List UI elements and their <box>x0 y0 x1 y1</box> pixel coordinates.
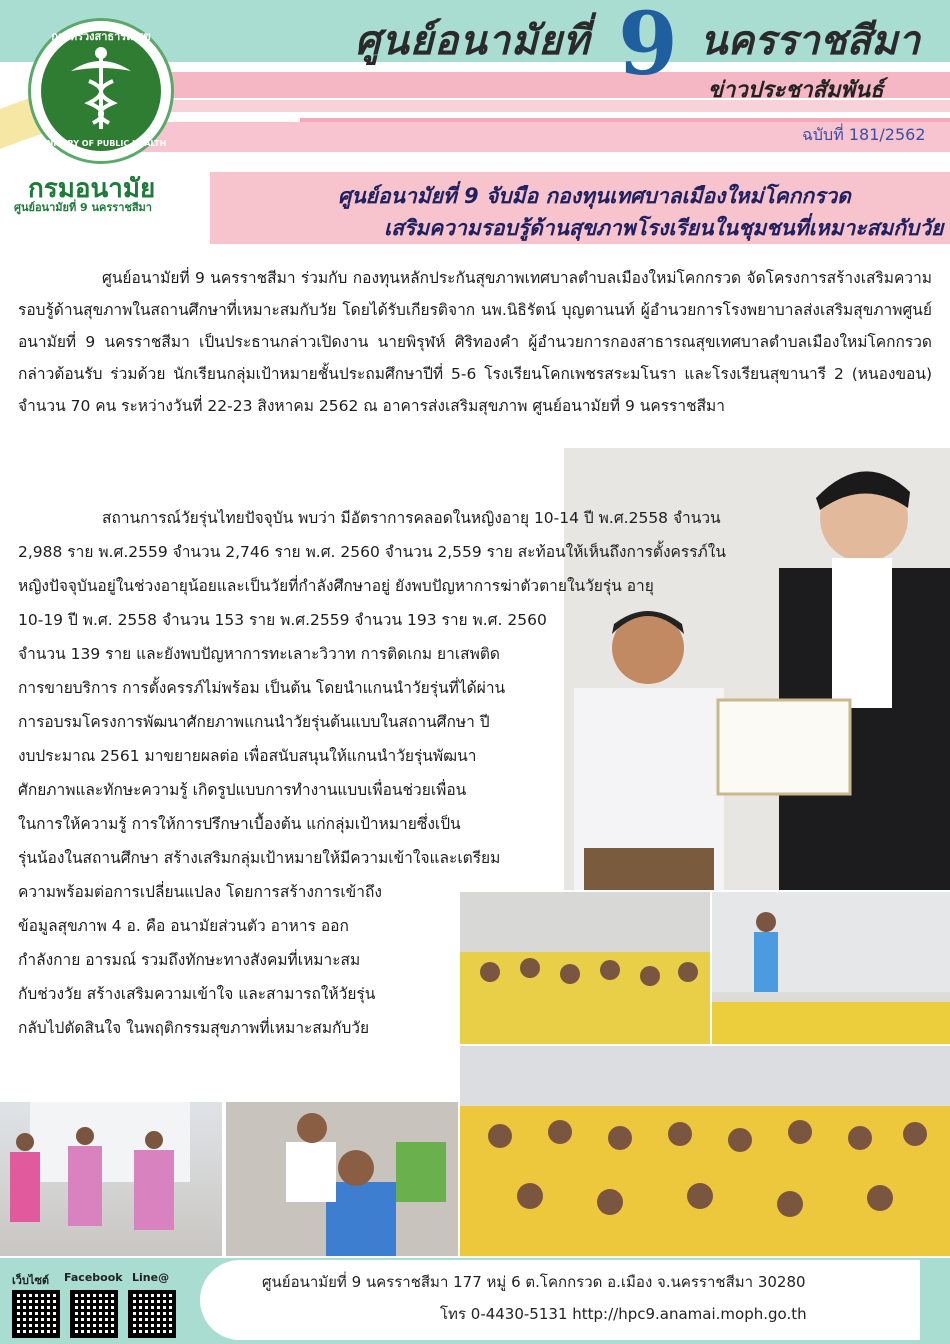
ministry-logo <box>28 18 174 164</box>
department-name: กรมอนามัย <box>28 174 156 204</box>
department-sub: ศูนย์อนามัยที่ 9 นครราชสีมา <box>14 201 152 214</box>
presenters-photo <box>0 1102 222 1256</box>
headline-line-1: ศูนย์อนามัยที่ 9 จับมือ กองทุนเทศบาลเมืองใหม่โคกกรวด <box>338 184 851 208</box>
speaker-photo <box>712 892 950 1044</box>
paragraph-2-line: กำลังกาย อารมณ์ รวมถึงทักษะทางสังคมที่เหมาะสม <box>18 951 361 969</box>
students-photo-1 <box>460 892 710 1044</box>
caduceus-icon <box>41 31 161 151</box>
qr-facebook-label: Facebook <box>64 1271 123 1284</box>
paragraph-2-line: การอบรมโครงการพัฒนาศักยภาพแกนนำวัยรุ่นต้นแบบในสถานศึกษา ปี <box>18 713 490 731</box>
paragraph-2-line: กลับไปตัดสินใจ ในพฤติกรรมสุขภาพที่เหมาะสมกับวัย <box>18 1019 370 1037</box>
paragraph-2-line: การขายบริการ การตั้งครรภ์ไม่พร้อม เป็นต้น โดยนำแกนนำวัยรุ่นที่ได้ผ่าน <box>18 679 506 697</box>
paragraph-2-line: 10-19 ปี พ.ศ. 2558 จำนวน 153 ราย พ.ศ.2559 จำนวน 193 ราย พ.ศ. 2560 <box>18 611 547 629</box>
paragraph-2-line: ศักยภาพและทักษะความรู้ เกิดรูปแบบการทำงานแบบเพื่อนช่วยเพื่อน <box>18 781 467 799</box>
paragraph-1: ศูนย์อนามัยที่ 9 นครราชสีมา ร่วมกับ กองทุนหลักประกันสุขภาพเทศบาลตำบลเมืองใหม่โคกกรวด จัดโครงการสร้างเสริมความรอบรู้ด้านสุขภาพในสถานศึกษาที่เหมาะสมกับวัย โดยได้รับเกียรติจาก นพ.นิธิรัตน์ บุญตานนท์ ผู้อำนวยการโรงพยาบาลส่งเสริมสุขภาพศูนย์อนามัยที่ 9 นครราชสีมา เป็นประธานกล่าวเปิดงาน นายพิรุฬห์ ศิริทองคำ ผู้อำนวยการกองสาธารณสุขเทศบาลตำบลเมืองใหม่โคกกรวด กล่าวต้อนรับ ร่วมด้วย นักเรียนกลุ่มเป้าหมายชั้นประถมศึกษาปีที่ 5-6 โรงเรียนโคกเพชรสระมโนรา และโรงเรียนสุขานารี 2 (หนองขอน) จำนวน 70 คน ระหว่างวันที่ 22-23 สิงหาคม 2562 ณ อาคารส่งเสริมสุขภาพ ศูนย์อนามัยที่ 9 นครราชสีมา <box>18 269 932 415</box>
footer-contact: โทร 0-4430-5131 http://hpc9.anamai.moph.go.th <box>440 1305 807 1323</box>
photo-illustration <box>226 1102 458 1256</box>
issue-number: ฉบับที่ 181/2562 <box>802 125 926 144</box>
press-release-label: ข่าวประชาสัมพันธ์ <box>708 78 884 103</box>
headline-line-2: เสริมความรอบรู้ด้านสุขภาพโรงเรียนในชุมชนที่เหมาะสมกับวัย <box>384 216 944 240</box>
qr-website-label: เว็บไซต์ <box>12 1274 50 1287</box>
qr-code-website[interactable] <box>12 1290 60 1338</box>
paragraph-2-line: งบประมาณ 2561 มาขยายผลต่อ เพื่อสนับสนุนให้แกนนำวัยรุ่นพัฒนา <box>18 747 477 765</box>
page-title-city: นครราชสีมา <box>700 18 920 64</box>
paragraph-2-line: ในการให้ความรู้ การให้การปรึกษาเบื้องต้น แก่กลุ่มเป้าหมายซึ่งเป็น <box>18 815 461 833</box>
logo-text-english: MINISTRY OF PUBLIC HEALTH <box>35 139 167 148</box>
photo-illustration <box>0 1102 222 1256</box>
qr-code-line[interactable] <box>128 1290 176 1338</box>
paragraph-2-line: จำนวน 139 ราย และยังพบปัญหาการทะเลาะวิวาท การติดเกม ยาเสพติด <box>18 645 500 663</box>
qr-code-facebook[interactable] <box>70 1290 118 1338</box>
photo-illustration <box>460 892 710 1044</box>
students-listening-photo <box>226 1102 458 1256</box>
footer-address: ศูนย์อนามัยที่ 9 นครราชสีมา 177 หมู่ 6 ต.โคกกรวด อ.เมือง จ.นครราชสีมา 30280 <box>262 1273 806 1291</box>
photo-illustration <box>712 892 950 1044</box>
paragraph-2-line: ข้อมูลสุขภาพ 4 อ. คือ อนามัยส่วนตัว อาหาร ออก <box>18 917 349 935</box>
paragraph-2-line: หญิงปัจจุบันอยู่ในช่วงอายุน้อยและเป็นวัยที่กำลังศึกษาอยู่ ยังพบปัญหาการฆ่าตัวตายในวัยรุ่น อายุ <box>18 577 654 595</box>
paragraph-2-line: 2,988 ราย พ.ศ.2559 จำนวน 2,746 ราย พ.ศ. 2560 จำนวน 2,559 ราย สะท้อนให้เห็นถึงการตั้งครรภ์ใน <box>18 543 726 561</box>
paragraph-2-line: รุ่นน้องในสถานศึกษา สร้างเสริมกลุ่มเป้าหมายให้มีความเข้าใจและเตรียม <box>18 849 501 867</box>
qr-line-label: Line@ <box>132 1271 170 1284</box>
logo-text-thai: กระทรวงสาธารณสุข <box>51 30 151 43</box>
paragraph-2-line: กับช่วงวัย สร้างเสริมความเข้าใจ และสามารถให้วัยรุ่น <box>18 985 376 1003</box>
paragraph-2-line: ความพร้อมต่อการเปลี่ยนแปลง โดยการสร้างการเข้าถึง <box>18 883 382 901</box>
photo-illustration <box>460 1046 950 1256</box>
center-number: 9 <box>618 0 678 95</box>
paragraph-2-line: สถานการณ์วัยรุ่นไทยปัจจุบัน พบว่า มีอัตราการคลอดในหญิงอายุ 10-14 ปี พ.ศ.2558 จำนวน <box>102 509 721 527</box>
logo-emblem <box>41 31 161 151</box>
page-title: ศูนย์อนามัยที่ <box>355 18 591 64</box>
students-cheering-photo <box>460 1046 950 1256</box>
